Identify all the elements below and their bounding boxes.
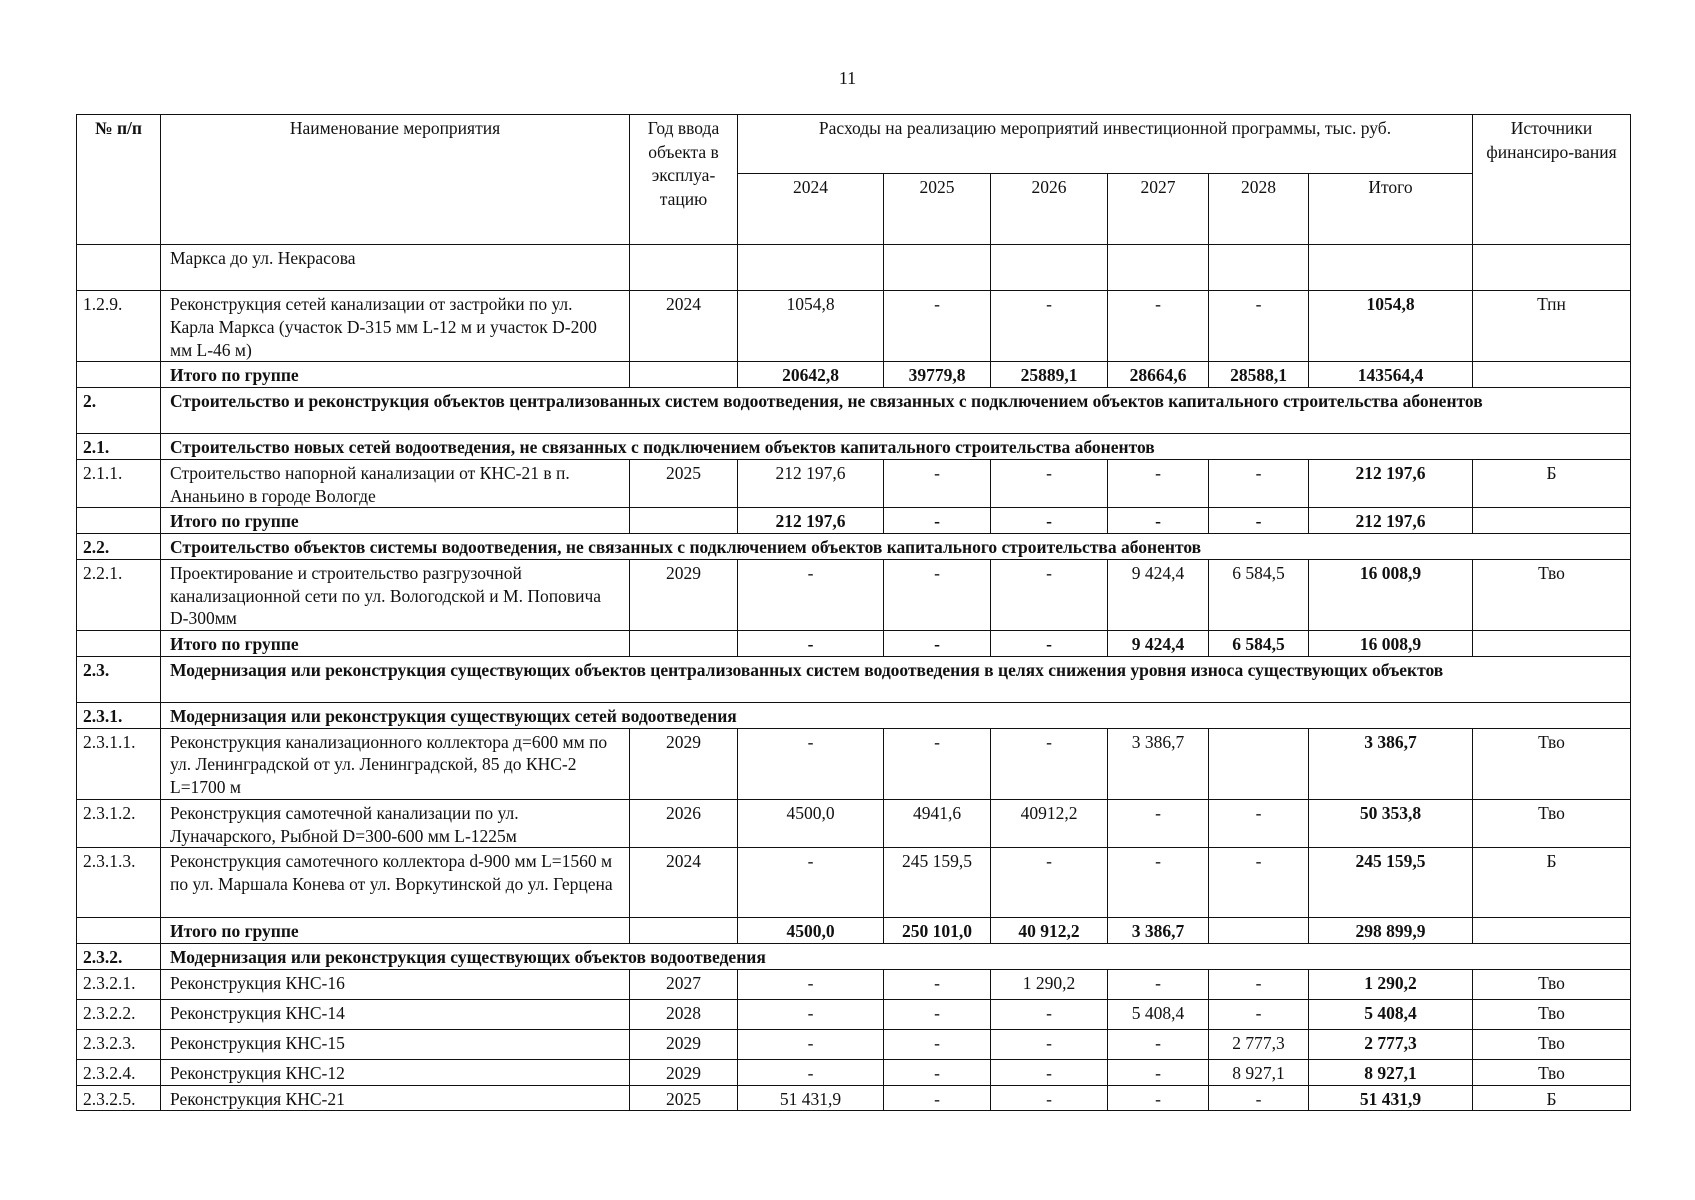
table-row (77, 459, 1631, 508)
row-total: 245 159,5 (1309, 848, 1473, 918)
row-value-2024: 20642,8 (738, 362, 884, 388)
row-value-2025: - (884, 559, 991, 630)
header-expenses: Расходы на реализацию мероприятий инвестиционной программы, тыс. руб. (738, 115, 1473, 174)
row-source: Тво (1473, 1059, 1631, 1085)
row-value-2028: - (1209, 508, 1309, 534)
row-code: 2.3. (77, 656, 161, 702)
row-code: 2.3.1.2. (77, 799, 161, 848)
section-title: Строительство и реконструкция объектов централизованных систем водоотведения, не связанных с подключением объектов капитального строительства абонентов (161, 388, 1631, 434)
row-name: Реконструкция КНС-14 (161, 999, 630, 1029)
row-value-2026: - (991, 559, 1108, 630)
row-value-2027 (1108, 245, 1209, 291)
row-value-2028: - (1209, 1085, 1309, 1111)
row-name: Маркса до ул. Некрасова (161, 245, 630, 291)
row-total: 2 777,3 (1309, 1029, 1473, 1059)
section-row (77, 434, 1631, 460)
row-source: Тво (1473, 728, 1631, 799)
row-value-2028: 28588,1 (1209, 362, 1309, 388)
row-value-2026: - (991, 631, 1108, 657)
row-name: Реконструкция самотечного коллектора d-900 мм L=1560 м по ул. Маршала Конева от ул. Воркутинской до ул. Герцена (161, 848, 630, 918)
row-total: 3 386,7 (1309, 728, 1473, 799)
row-source: Тво (1473, 559, 1631, 630)
header-total: Итого (1309, 174, 1473, 245)
row-code: 2.2. (77, 534, 161, 560)
row-value-2026: 40 912,2 (991, 918, 1108, 944)
row-code: 2.3.2.2. (77, 999, 161, 1029)
row-value-2025 (884, 245, 991, 291)
row-source: Б (1473, 848, 1631, 918)
row-total: 1054,8 (1309, 291, 1473, 362)
row-code: 2.2.1. (77, 559, 161, 630)
row-value-2028: - (1209, 459, 1309, 508)
row-value-2025: 250 101,0 (884, 918, 991, 944)
header-year-2025: 2025 (884, 174, 991, 245)
row-code (77, 631, 161, 657)
row-name: Строительство напорной канализации от КНС-21 в п. Ананьино в городе Вологде (161, 459, 630, 508)
row-name: Реконструкция КНС-15 (161, 1029, 630, 1059)
row-value-2026: - (991, 459, 1108, 508)
row-value-2027: - (1108, 848, 1209, 918)
row-name: Итого по группе (161, 631, 630, 657)
table-row (77, 728, 1631, 799)
row-total: 212 197,6 (1309, 459, 1473, 508)
row-value-2028: - (1209, 969, 1309, 999)
section-row (77, 388, 1631, 434)
row-source (1473, 631, 1631, 657)
table-row (77, 1059, 1631, 1085)
row-value-2027: - (1108, 508, 1209, 534)
row-year (630, 508, 738, 534)
subtotal-row (77, 508, 1631, 534)
section-title: Строительство объектов системы водоотведения, не связанных с подключением объектов капитального строительства абонентов (161, 534, 1631, 560)
row-value-2027: 5 408,4 (1108, 999, 1209, 1029)
row-year: 2028 (630, 999, 738, 1029)
row-source: Тво (1473, 799, 1631, 848)
row-code: 2. (77, 388, 161, 434)
table-header (77, 115, 1631, 245)
row-code (77, 508, 161, 534)
row-value-2024: 212 197,6 (738, 459, 884, 508)
table-row (77, 291, 1631, 362)
table-row (77, 1085, 1631, 1111)
row-value-2027: - (1108, 1085, 1209, 1111)
row-value-2027: - (1108, 1059, 1209, 1085)
table-row (77, 999, 1631, 1029)
row-code: 2.3.2.4. (77, 1059, 161, 1085)
row-value-2026: - (991, 728, 1108, 799)
row-code (77, 918, 161, 944)
page-number: 11 (838, 68, 857, 88)
row-value-2024: 212 197,6 (738, 508, 884, 534)
row-total: 1 290,2 (1309, 969, 1473, 999)
row-total: 212 197,6 (1309, 508, 1473, 534)
row-year: 2024 (630, 291, 738, 362)
row-value-2024: - (738, 999, 884, 1029)
row-value-2028: 6 584,5 (1209, 631, 1309, 657)
row-value-2027: 3 386,7 (1108, 728, 1209, 799)
header-year-2024: 2024 (738, 174, 884, 245)
row-value-2024: 4500,0 (738, 799, 884, 848)
row-total: 5 408,4 (1309, 999, 1473, 1029)
row-value-2025: - (884, 631, 991, 657)
row-total: 298 899,9 (1309, 918, 1473, 944)
row-code: 2.3.2.3. (77, 1029, 161, 1059)
row-value-2027: - (1108, 799, 1209, 848)
row-value-2027: - (1108, 459, 1209, 508)
row-code: 2.3.1. (77, 702, 161, 728)
section-title: Модернизация или реконструкция существующих сетей водоотведения (161, 702, 1631, 728)
row-year (630, 918, 738, 944)
row-value-2024: - (738, 969, 884, 999)
row-name: Реконструкция канализационного коллектора д=600 мм по ул. Ленинградской от ул. Ленинградской, 85 до КНС-2 L=1700 м (161, 728, 630, 799)
row-name: Итого по группе (161, 918, 630, 944)
row-source (1473, 245, 1631, 291)
row-value-2024: - (738, 728, 884, 799)
row-value-2025: - (884, 291, 991, 362)
row-source (1473, 508, 1631, 534)
row-total: 51 431,9 (1309, 1085, 1473, 1111)
row-code (77, 362, 161, 388)
row-value-2026: 40912,2 (991, 799, 1108, 848)
row-value-2028: 2 777,3 (1209, 1029, 1309, 1059)
row-code: 2.1.1. (77, 459, 161, 508)
row-name: Проектирование и строительство разгрузочной канализационной сети по ул. Вологодской и М. Поповича D-300мм (161, 559, 630, 630)
row-code: 1.2.9. (77, 291, 161, 362)
table-row (77, 1029, 1631, 1059)
row-value-2026: - (991, 999, 1108, 1029)
row-value-2025: 4941,6 (884, 799, 991, 848)
row-value-2027: - (1108, 1029, 1209, 1059)
row-value-2028 (1209, 245, 1309, 291)
row-value-2026: - (991, 1085, 1108, 1111)
row-year (630, 362, 738, 388)
table-row (77, 245, 1631, 291)
row-name: Реконструкция сетей канализации от застройки по ул. Карла Маркса (участок D-315 мм L-12 м и участок D-200 мм L-46 м) (161, 291, 630, 362)
header-year-2026: 2026 (991, 174, 1108, 245)
row-total: 16 008,9 (1309, 631, 1473, 657)
row-value-2024: - (738, 1029, 884, 1059)
row-value-2026: - (991, 1059, 1108, 1085)
section-row (77, 702, 1631, 728)
section-title: Строительство новых сетей водоотведения, не связанных с подключением объектов капитального строительства абонентов (161, 434, 1631, 460)
row-source (1473, 362, 1631, 388)
row-value-2025: - (884, 969, 991, 999)
row-name: Реконструкция КНС-12 (161, 1059, 630, 1085)
row-value-2026: 1 290,2 (991, 969, 1108, 999)
row-total (1309, 245, 1473, 291)
row-name: Реконструкция самотечной канализации по ул. Луначарского, Рыбной D=300-600 мм L-1225м (161, 799, 630, 848)
row-value-2025: - (884, 1029, 991, 1059)
row-value-2028: - (1209, 848, 1309, 918)
row-name: Итого по группе (161, 508, 630, 534)
row-value-2028: 8 927,1 (1209, 1059, 1309, 1085)
row-value-2024: 1054,8 (738, 291, 884, 362)
section-title: Модернизация или реконструкция существующих объектов централизованных систем водоотведения в целях снижения уровня износа существующих объектов (161, 656, 1631, 702)
row-name: Реконструкция КНС-16 (161, 969, 630, 999)
table-row (77, 799, 1631, 848)
row-year: 2025 (630, 459, 738, 508)
row-total: 16 008,9 (1309, 559, 1473, 630)
row-value-2026: - (991, 508, 1108, 534)
table-row (77, 848, 1631, 918)
row-year: 2027 (630, 969, 738, 999)
table-body (77, 245, 1631, 1111)
investment-program-table (76, 114, 1631, 1111)
row-value-2025: - (884, 999, 991, 1029)
row-source: Б (1473, 1085, 1631, 1111)
row-year: 2029 (630, 1029, 738, 1059)
row-value-2026: - (991, 291, 1108, 362)
row-value-2027: 28664,6 (1108, 362, 1209, 388)
row-year: 2029 (630, 1059, 738, 1085)
row-name: Итого по группе (161, 362, 630, 388)
row-source: Тво (1473, 999, 1631, 1029)
row-year: 2029 (630, 559, 738, 630)
row-value-2025: - (884, 508, 991, 534)
row-value-2024: - (738, 559, 884, 630)
row-value-2024 (738, 245, 884, 291)
row-value-2024: - (738, 848, 884, 918)
row-value-2026: - (991, 1029, 1108, 1059)
row-value-2024: 51 431,9 (738, 1085, 884, 1111)
row-source: Б (1473, 459, 1631, 508)
header-year-2028: 2028 (1209, 174, 1309, 245)
subtotal-row (77, 631, 1631, 657)
subtotal-row (77, 362, 1631, 388)
row-code: 2.3.2. (77, 944, 161, 970)
row-value-2025: - (884, 1085, 991, 1111)
row-value-2025: - (884, 459, 991, 508)
row-value-2027: - (1108, 291, 1209, 362)
row-code: 2.3.2.1. (77, 969, 161, 999)
row-total: 50 353,8 (1309, 799, 1473, 848)
row-year (630, 245, 738, 291)
row-source: Тпн (1473, 291, 1631, 362)
header-name: Наименование мероприятия (161, 115, 630, 245)
row-total: 143564,4 (1309, 362, 1473, 388)
section-row (77, 656, 1631, 702)
row-value-2027: 9 424,4 (1108, 559, 1209, 630)
row-name: Реконструкция КНС-21 (161, 1085, 630, 1111)
row-year (630, 631, 738, 657)
header-num: № п/п (77, 115, 161, 245)
row-source: Тво (1473, 1029, 1631, 1059)
row-total: 8 927,1 (1309, 1059, 1473, 1085)
row-year: 2029 (630, 728, 738, 799)
row-value-2027: 9 424,4 (1108, 631, 1209, 657)
row-code: 2.3.2.5. (77, 1085, 161, 1111)
row-value-2027: - (1108, 969, 1209, 999)
row-value-2027: 3 386,7 (1108, 918, 1209, 944)
row-value-2028: - (1209, 799, 1309, 848)
row-value-2028: 6 584,5 (1209, 559, 1309, 630)
row-value-2024: - (738, 631, 884, 657)
row-value-2026: 25889,1 (991, 362, 1108, 388)
table-row (77, 559, 1631, 630)
row-value-2028 (1209, 728, 1309, 799)
row-code: 2.3.1.3. (77, 848, 161, 918)
row-source: Тво (1473, 969, 1631, 999)
section-title: Модернизация или реконструкция существующих объектов водоотведения (161, 944, 1631, 970)
row-value-2026: - (991, 848, 1108, 918)
header-year-2027: 2027 (1108, 174, 1209, 245)
row-value-2026 (991, 245, 1108, 291)
row-year: 2025 (630, 1085, 738, 1111)
row-value-2025: 245 159,5 (884, 848, 991, 918)
row-value-2024: - (738, 1059, 884, 1085)
row-code: 2.3.1.1. (77, 728, 161, 799)
row-value-2025: - (884, 1059, 991, 1085)
row-value-2028: - (1209, 291, 1309, 362)
row-source (1473, 918, 1631, 944)
section-row (77, 944, 1631, 970)
header-sources: Источники финансиро-вания (1473, 115, 1631, 245)
row-value-2024: 4500,0 (738, 918, 884, 944)
row-code (77, 245, 161, 291)
header-year-in: Год ввода объекта в эксплуа-тацию (630, 115, 738, 245)
row-value-2028 (1209, 918, 1309, 944)
row-year: 2026 (630, 799, 738, 848)
table-row (77, 969, 1631, 999)
row-value-2028: - (1209, 999, 1309, 1029)
row-value-2025: 39779,8 (884, 362, 991, 388)
row-code: 2.1. (77, 434, 161, 460)
row-year: 2024 (630, 848, 738, 918)
section-row (77, 534, 1631, 560)
subtotal-row (77, 918, 1631, 944)
row-value-2025: - (884, 728, 991, 799)
